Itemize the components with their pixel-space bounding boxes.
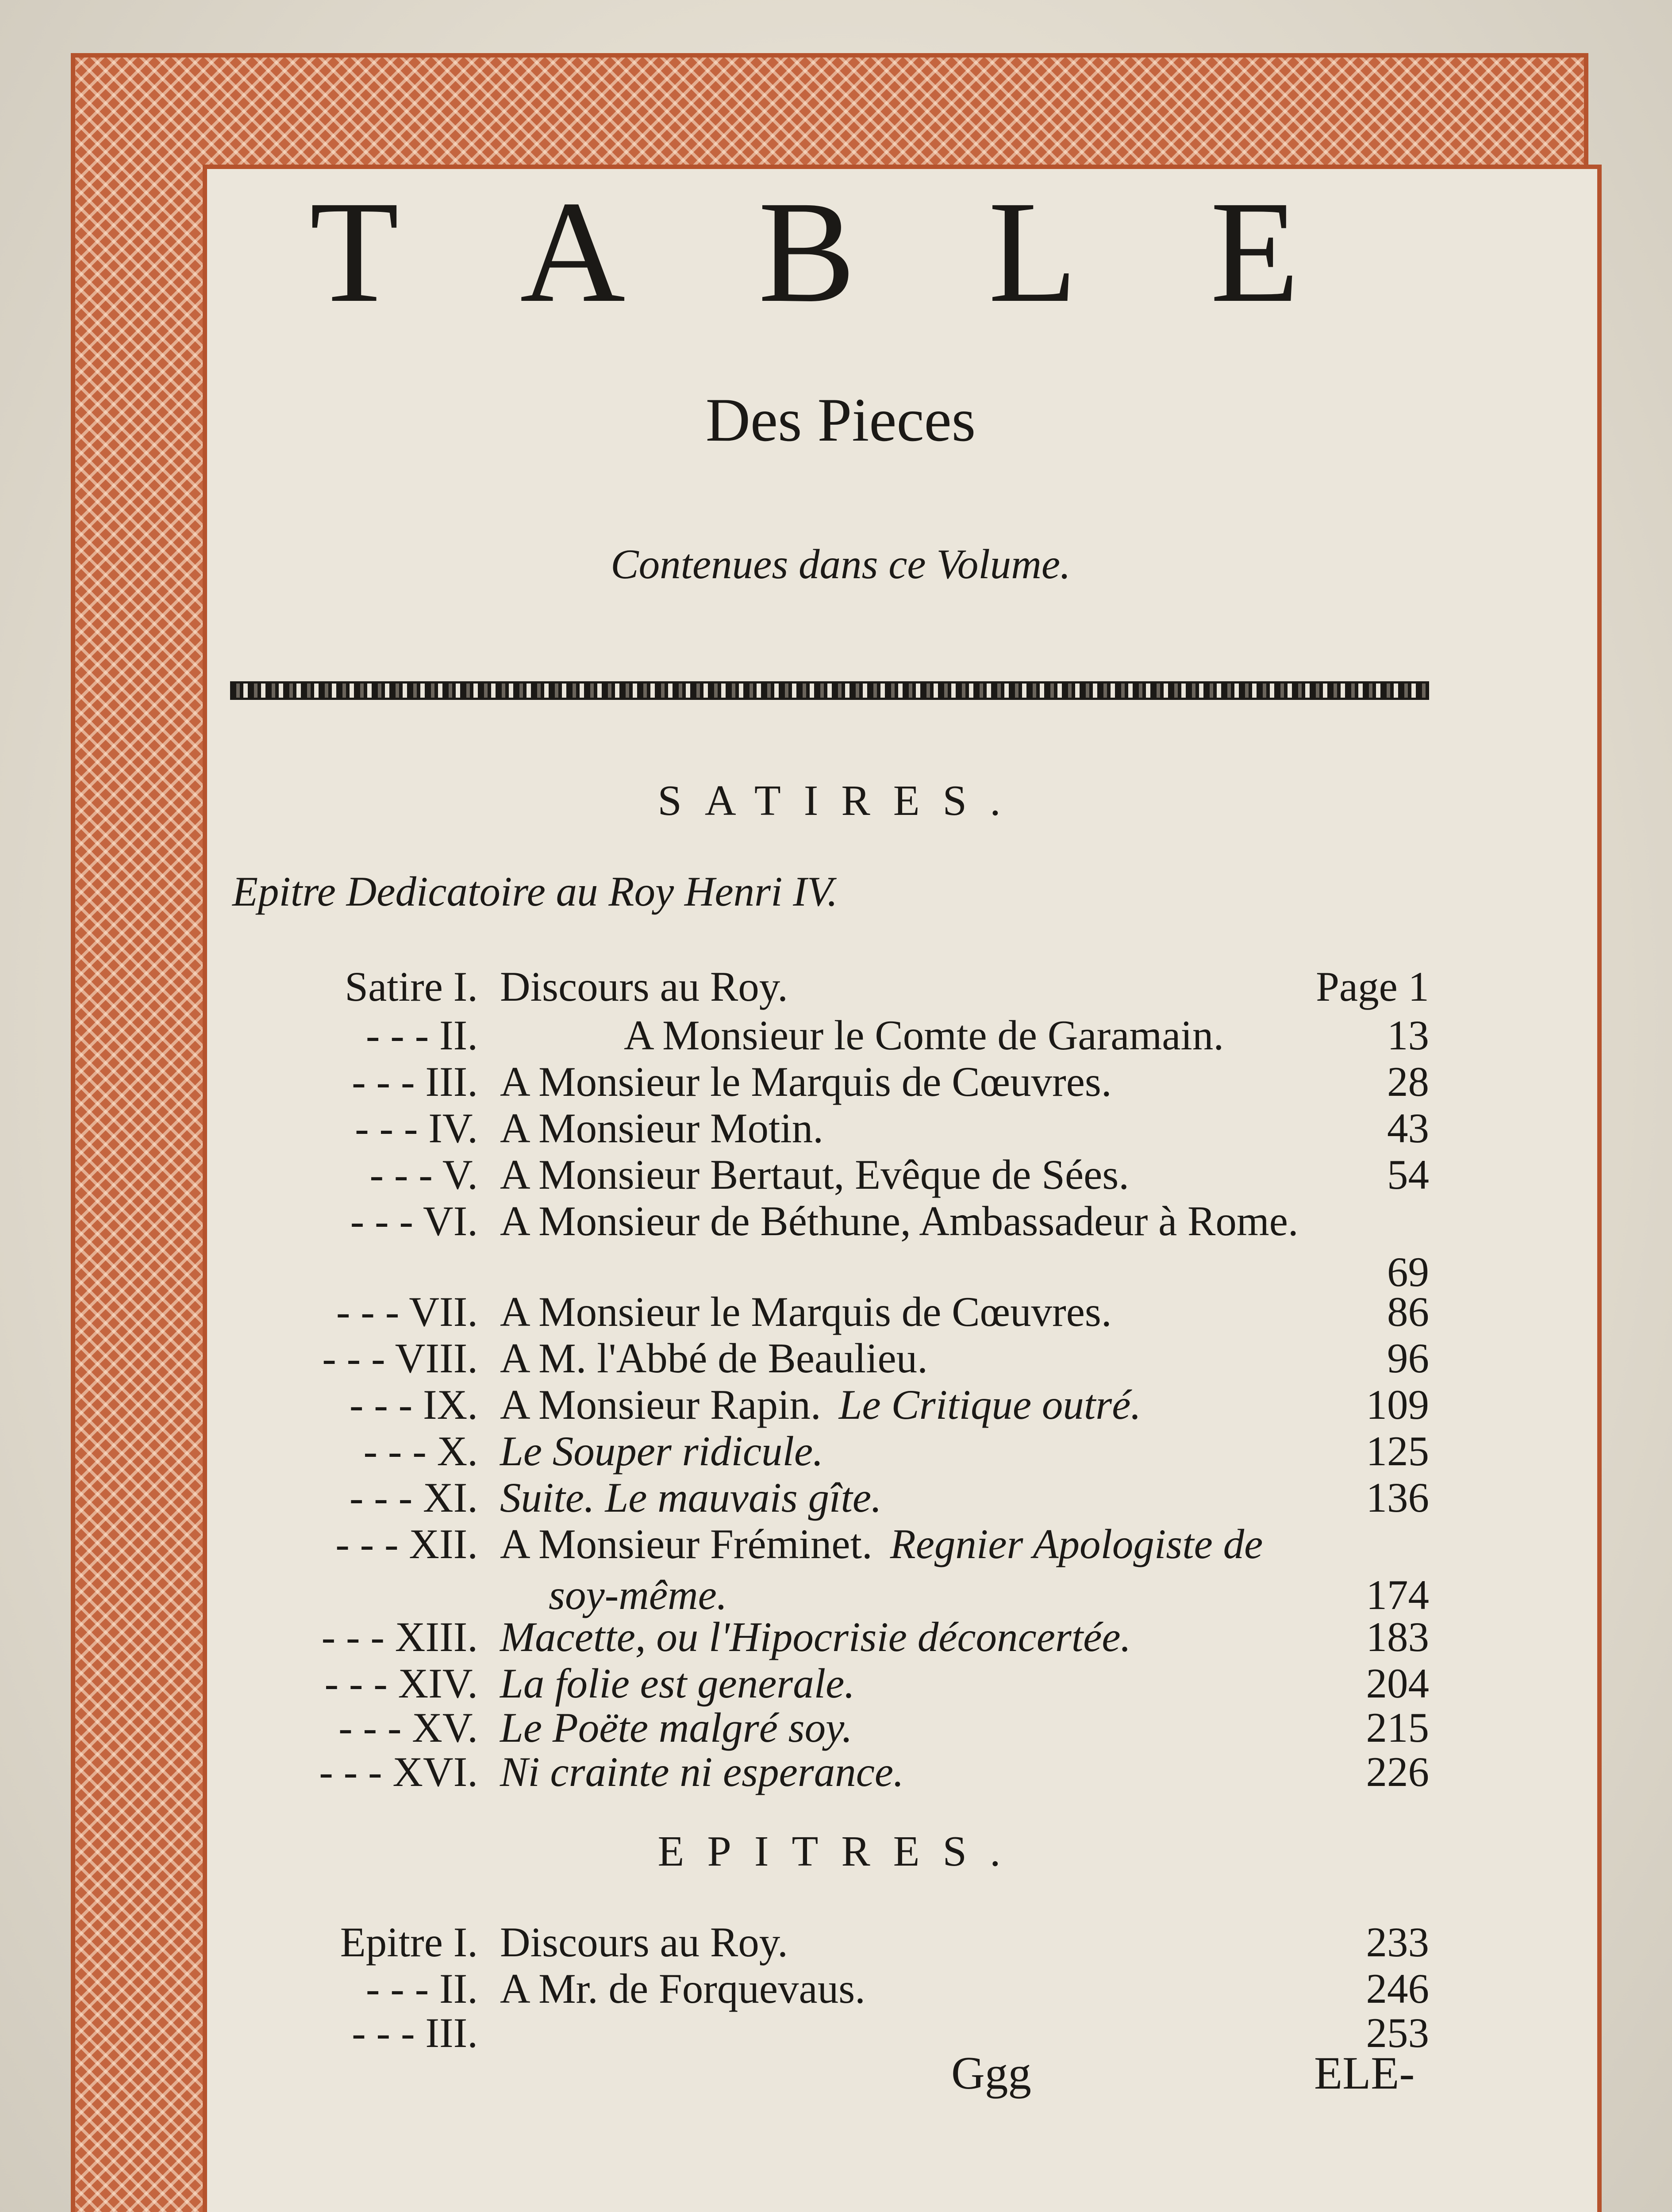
dedication-entry: Epitre Dedicatoire au Roy Henri IV. [232, 868, 838, 915]
entry-title: La folie est generale. [500, 1660, 855, 1707]
entry-number: - - - II. [365, 1965, 478, 2012]
toc-entry [230, 1615, 1429, 1663]
toc-entry [230, 1152, 1429, 1201]
entry-number: - - - VI. [350, 1198, 478, 1244]
page-subtitle-italic: Contenues dans ce Volume. [611, 541, 1071, 588]
entry-title: Discours au Roy. [500, 1919, 788, 1966]
entry-title: Suite. Le mauvais gîte. [500, 1474, 882, 1521]
toc-entry [230, 1060, 1429, 1108]
catchword: ELE- [1314, 2047, 1415, 2099]
entry-page: 253 [1366, 2009, 1429, 2056]
entry-number: - - - XII. [335, 1521, 478, 1567]
entry-number: - - - XVI. [319, 1748, 478, 1795]
entry-number: Satire I. [345, 963, 478, 1010]
entry-number: - - - XIV. [324, 1660, 478, 1707]
entry-page: 109 [1366, 1381, 1429, 1428]
entry-number: - - - XV. [338, 1704, 478, 1751]
ornamental-rule [230, 681, 1429, 700]
entry-title: A Monsieur Bertaut, Evêque de Sées. [500, 1151, 1130, 1198]
entry-title-main: A Monsieur Rapin. [500, 1381, 821, 1428]
entry-page: 226 [1366, 1748, 1429, 1795]
toc-entry [230, 1429, 1429, 1478]
entry-page: 54 [1387, 1151, 1429, 1198]
entry-title-italic: Le Critique outré. [838, 1381, 1142, 1428]
entry-title: Discours au Roy. [500, 963, 788, 1010]
toc-entry [230, 1920, 1429, 1969]
entry-page: 69 [1387, 1248, 1429, 1295]
page-title: TABLE [310, 171, 1432, 333]
toc-entry [230, 2011, 1429, 2059]
entry-page: 233 [1366, 1919, 1429, 1966]
entry-number: - - - III. [352, 2009, 478, 2056]
entry-title [500, 1522, 1263, 1566]
entry-number: - - - XI. [349, 1474, 478, 1521]
toc-entry [230, 1106, 1429, 1155]
entry-number: - - - XIII. [321, 1613, 478, 1660]
entry-title-continued: soy-même. [549, 1571, 727, 1618]
entry-page: 28 [1387, 1058, 1429, 1105]
entry-title: A Monsieur le Marquis de Cœuvres. [500, 1288, 1112, 1335]
entry-page: 13 [1387, 1012, 1429, 1059]
signature-mark: Ggg [951, 2047, 1031, 2099]
entry-number: - - - IV. [355, 1105, 478, 1152]
entry-page: 136 [1366, 1474, 1429, 1521]
epitres-heading: EPITRES. [657, 1828, 1024, 1875]
entry-title: Le Poëte malgré soy. [500, 1704, 853, 1751]
entry-page: 204 [1366, 1660, 1429, 1707]
entry-page: 174 [1366, 1571, 1429, 1618]
entry-page: 86 [1387, 1288, 1429, 1335]
entry-number: Epitre I. [340, 1919, 478, 1966]
toc-entry [230, 1336, 1429, 1385]
toc-entry [230, 964, 1429, 1013]
entry-number: - - - VIII. [322, 1335, 478, 1382]
entry-number: - - - VII. [336, 1288, 478, 1335]
entry-title: A Monsieur le Marquis de Cœuvres. [500, 1058, 1112, 1105]
toc-entry [230, 1382, 1429, 1431]
entry-page: 125 [1366, 1428, 1429, 1475]
toc-entry [230, 1661, 1429, 1710]
entry-number: - - - IX. [349, 1381, 478, 1428]
entry-title: Le Souper ridicule. [500, 1428, 823, 1475]
entry-page: 43 [1387, 1105, 1429, 1152]
entry-page: Page 1 [1316, 963, 1429, 1010]
toc-entry [230, 1705, 1429, 1754]
toc-entry [230, 1750, 1429, 1798]
entry-page: 215 [1366, 1704, 1429, 1751]
page-subtitle: Des Pieces [705, 386, 976, 454]
entry-title: A Monsieur de Béthune, Ambassadeur à Rome. [500, 1198, 1299, 1244]
entry-title: A M. l'Abbé de Beaulieu. [500, 1335, 928, 1382]
entry-number: - - - V. [369, 1151, 478, 1198]
entry-title: A Monsieur Motin. [500, 1105, 824, 1152]
satires-heading: SATIRES. [657, 777, 1024, 825]
entry-page: 96 [1387, 1335, 1429, 1382]
entry-number: - - - II. [365, 1012, 478, 1059]
entry-title: Macette, ou l'Hipocrisie déconcertée. [500, 1613, 1131, 1660]
entry-title [500, 1382, 1141, 1427]
entry-page: 183 [1366, 1613, 1429, 1660]
entry-number: - - - III. [352, 1058, 478, 1105]
toc-entry [230, 1290, 1429, 1338]
toc-entry [230, 1475, 1429, 1524]
toc-entry [230, 1013, 1429, 1062]
entry-title: A Monsieur le Comte de Garamain. [624, 1012, 1224, 1059]
toc-entry [230, 1522, 1429, 1617]
entry-title: A Mr. de Forquevaus. [500, 1965, 865, 2012]
entry-title: Ni crainte ni esperance. [500, 1748, 904, 1795]
toc-entry [230, 1966, 1429, 2015]
entry-title-italic: Regnier Apologiste de [890, 1521, 1263, 1567]
entry-page: 246 [1366, 1965, 1429, 2012]
toc-entry [230, 1199, 1429, 1294]
entry-title-main: A Monsieur Fréminet. [500, 1521, 873, 1567]
entry-number: - - - X. [363, 1428, 478, 1475]
